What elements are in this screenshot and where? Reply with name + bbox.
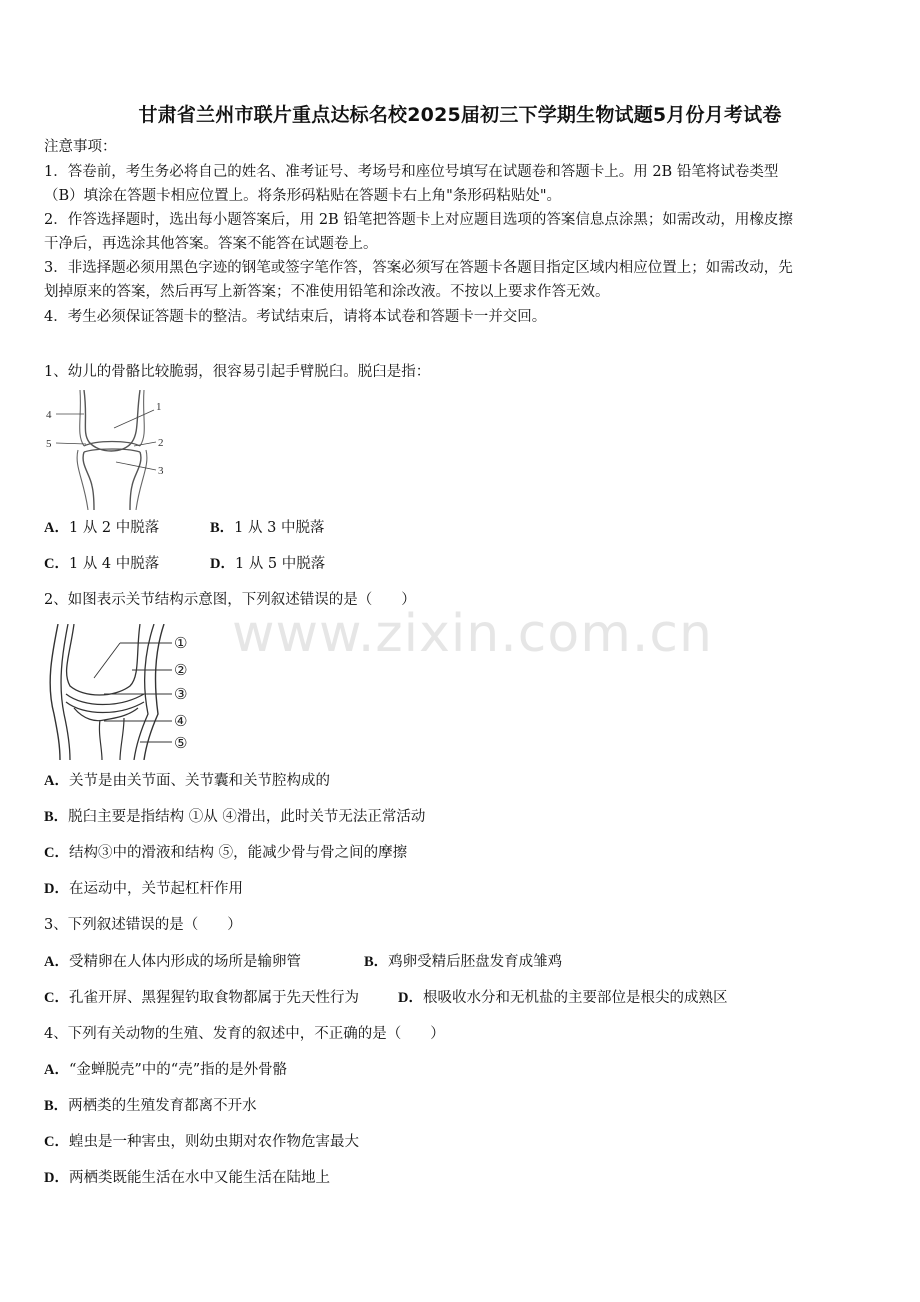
- watermark: www.zixin.com.cn: [232, 604, 713, 664]
- question-2-option-d[interactable]: [44, 879, 243, 899]
- option-letter: A．: [44, 520, 69, 536]
- option-letter: A．: [44, 773, 69, 789]
- question-2-option-a[interactable]: [44, 771, 330, 791]
- option-letter: D．: [398, 990, 423, 1006]
- option-text: 两栖类的生殖发育都离不开水: [68, 1098, 257, 1114]
- option-letter: B．: [44, 809, 69, 825]
- option-letter: C．: [44, 1134, 69, 1150]
- question-1-option-d[interactable]: [210, 554, 325, 574]
- figure-label: ①: [174, 634, 188, 652]
- notice-heading: 注意事项：: [44, 139, 117, 155]
- question-1-option-a[interactable]: [44, 518, 159, 538]
- option-text: 脱臼主要是指结构 ①从 ④滑出，此时关节无法正常活动: [68, 809, 426, 825]
- option-text: 1 从 2 中脱落: [68, 520, 160, 536]
- option-letter: D．: [44, 1170, 69, 1186]
- option-text: “金蝉脱壳”中的“壳”指的是外骨骼: [68, 1062, 288, 1078]
- notice-line: 2．作答选择题时，选出每小题答案后，用 2B 铅笔把答题卡上对应题目选项的答案信息点涂黑；如需改动，用橡皮擦: [44, 212, 793, 228]
- question-2-option-b[interactable]: [44, 807, 425, 827]
- option-text: 关节是由关节面、关节囊和关节腔构成的: [68, 773, 330, 789]
- option-text: 结构③中的滑液和结构 ⑤，能减少骨与骨之间的摩擦: [68, 845, 408, 861]
- option-letter: A．: [44, 954, 69, 970]
- option-text: 在运动中，关节起杠杆作用: [68, 881, 243, 897]
- option-text: 根吸收水分和无机盐的主要部位是根尖的成熟区: [422, 990, 728, 1006]
- option-letter: B．: [210, 520, 235, 536]
- joint-structure-figure: [44, 624, 204, 760]
- option-letter: C．: [44, 556, 69, 572]
- option-letter: B．: [364, 954, 389, 970]
- notice-line: （B）填涂在答题卡相应位置上。将条形码粘贴在答题卡右上角"条形码粘贴处"。: [44, 188, 561, 204]
- question-4-option-d[interactable]: [44, 1168, 330, 1188]
- option-letter: D．: [44, 881, 69, 897]
- question-2-option-c[interactable]: [44, 843, 407, 863]
- question-3-stem: 3、下列叙述错误的是（ ）: [44, 917, 242, 933]
- option-letter: A．: [44, 1062, 69, 1078]
- question-4-stem: 4、下列有关动物的生殖、发育的叙述中，不正确的是（ ）: [44, 1026, 445, 1042]
- question-4-option-c[interactable]: [44, 1132, 359, 1152]
- option-text: 两栖类既能生活在水中又能生活在陆地上: [68, 1170, 330, 1186]
- figure-label: 2: [158, 437, 164, 449]
- notice-line: 3．非选择题必须用黑色字迹的钢笔或签字笔作答，答案必须写在答题卡各题目指定区域内相应位置上；如需改动，先: [44, 260, 793, 276]
- question-1-option-c[interactable]: [44, 554, 159, 574]
- question-4-option-b[interactable]: [44, 1096, 257, 1116]
- notice-line: 划掉原来的答案，然后再写上新答案；不准使用铅笔和涂改液。不按以上要求作答无效。: [44, 284, 610, 300]
- figure-label: 4: [46, 409, 52, 421]
- option-letter: C．: [44, 990, 69, 1006]
- question-1-option-b[interactable]: [210, 518, 324, 538]
- figure-label: ③: [174, 685, 188, 703]
- option-text: 鸡卵受精后胚盘发育成雏鸡: [388, 954, 563, 970]
- figure-label: ⑤: [174, 734, 188, 752]
- option-text: 蝗虫是一种害虫，则幼虫期对农作物危害最大: [68, 1134, 359, 1150]
- notice-line: 1．答卷前，考生务必将自己的姓名、准考证号、考场号和座位号填写在试题卷和答题卡上。用 2B 铅笔将试卷类型: [44, 164, 779, 180]
- notice-line: 4．考生必须保证答题卡的整洁。考试结束后，请将本试卷和答题卡一并交回。: [44, 309, 547, 325]
- question-3-option-d[interactable]: [398, 988, 727, 1008]
- question-2-stem: 2、如图表示关节结构示意图，下列叙述错误的是（ ）: [44, 592, 416, 608]
- question-1-stem: 1、幼儿的骨骼比较脆弱，很容易引起手臂脱臼。脱臼是指：: [44, 364, 431, 380]
- bone-joint-figure: [44, 390, 174, 510]
- option-text: 1 从 5 中脱落: [234, 556, 326, 572]
- question-4-option-a[interactable]: [44, 1060, 287, 1080]
- question-3-option-c[interactable]: [44, 988, 359, 1008]
- question-3-option-a[interactable]: [44, 952, 301, 972]
- figure-label: ④: [174, 712, 188, 730]
- figure-label: 3: [158, 465, 164, 477]
- option-letter: C．: [44, 845, 69, 861]
- option-text: 1 从 3 中脱落: [234, 520, 325, 536]
- option-text: 孔雀开屏、黑猩猩钓取食物都属于先天性行为: [68, 990, 359, 1006]
- option-letter: B．: [44, 1098, 69, 1114]
- option-text: 1 从 4 中脱落: [68, 556, 160, 572]
- figure-label: 5: [46, 438, 52, 450]
- figure-label: ②: [174, 661, 188, 679]
- question-3-option-b[interactable]: [364, 952, 562, 972]
- option-letter: D．: [210, 556, 235, 572]
- figure-label: 1: [156, 401, 162, 413]
- notice-line: 干净后，再选涂其他答案。答案不能答在试题卷上。: [44, 236, 378, 252]
- page-title: 甘肃省兰州市联片重点达标名校2025届初三下学期生物试题5月份月考试卷: [138, 104, 782, 126]
- option-text: 受精卵在人体内形成的场所是输卵管: [68, 954, 301, 970]
